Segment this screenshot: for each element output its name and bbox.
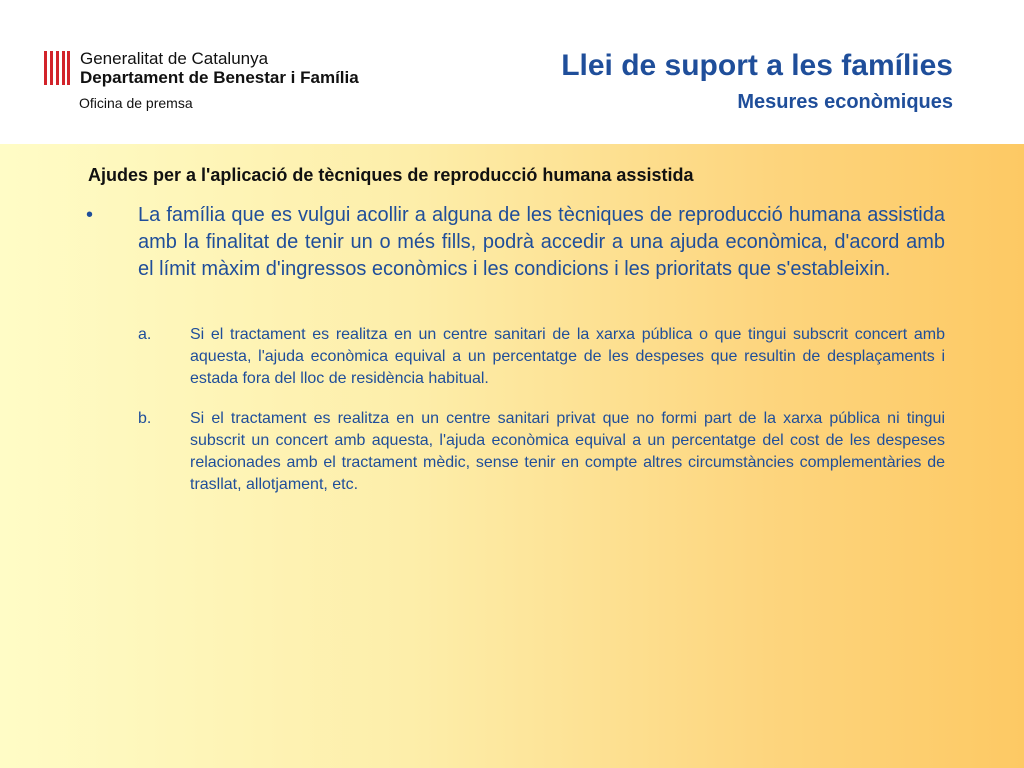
slide-subtitle: Mesures econòmiques: [737, 91, 953, 113]
senyera-icon: [42, 50, 70, 86]
org-name: Generalitat de Catalunya: [80, 49, 269, 68]
section-heading: Ajudes per a l'aplicació de tècniques de reproducció humana assistida: [88, 165, 694, 185]
sub-item-b-text: Si el tractament es realitza en un centre sanitari privat que no formi part de la xarxa pública ni tingui subscrit un concert amb aquesta, l'ajuda econòmica equival a un percentatge del cost de les despeses relacionades amb el tractament mèdic, sense tenir en compte altres circumstàncies complementàries de trasllat, allotjament, etc.: [190, 410, 945, 493]
slide-header: [0, 0, 1024, 144]
department-name: Departament de Benestar i Família: [80, 68, 359, 87]
sub-item-a-marker: a.: [138, 326, 152, 343]
sub-item-a-text: Si el tractament es realitza en un centre sanitari de la xarxa pública o que tingui subscrit concert amb aquesta, l'ajuda econòmica equival a un percentatge de les despeses que resultin de desplaçaments i estada fora del lloc de residència habitual.: [190, 326, 945, 387]
slide-content: [0, 144, 1024, 768]
office-name: Oficina de premsa: [79, 95, 193, 111]
bullet-text: La família que es vulgui acollir a alguna de les tècniques de reproducció humana assistida amb la finalitat de tenir un o més fills, podrà accedir a una ajuda econòmica, d'acord amb el límit màxim d'ingressos econòmics i les condicions i les prioritats que s'estableixin.: [138, 204, 945, 280]
bullet-marker: •: [86, 204, 94, 226]
slide-title: Llei de suport a les famílies: [561, 49, 953, 82]
sub-item-b-marker: b.: [138, 410, 152, 427]
